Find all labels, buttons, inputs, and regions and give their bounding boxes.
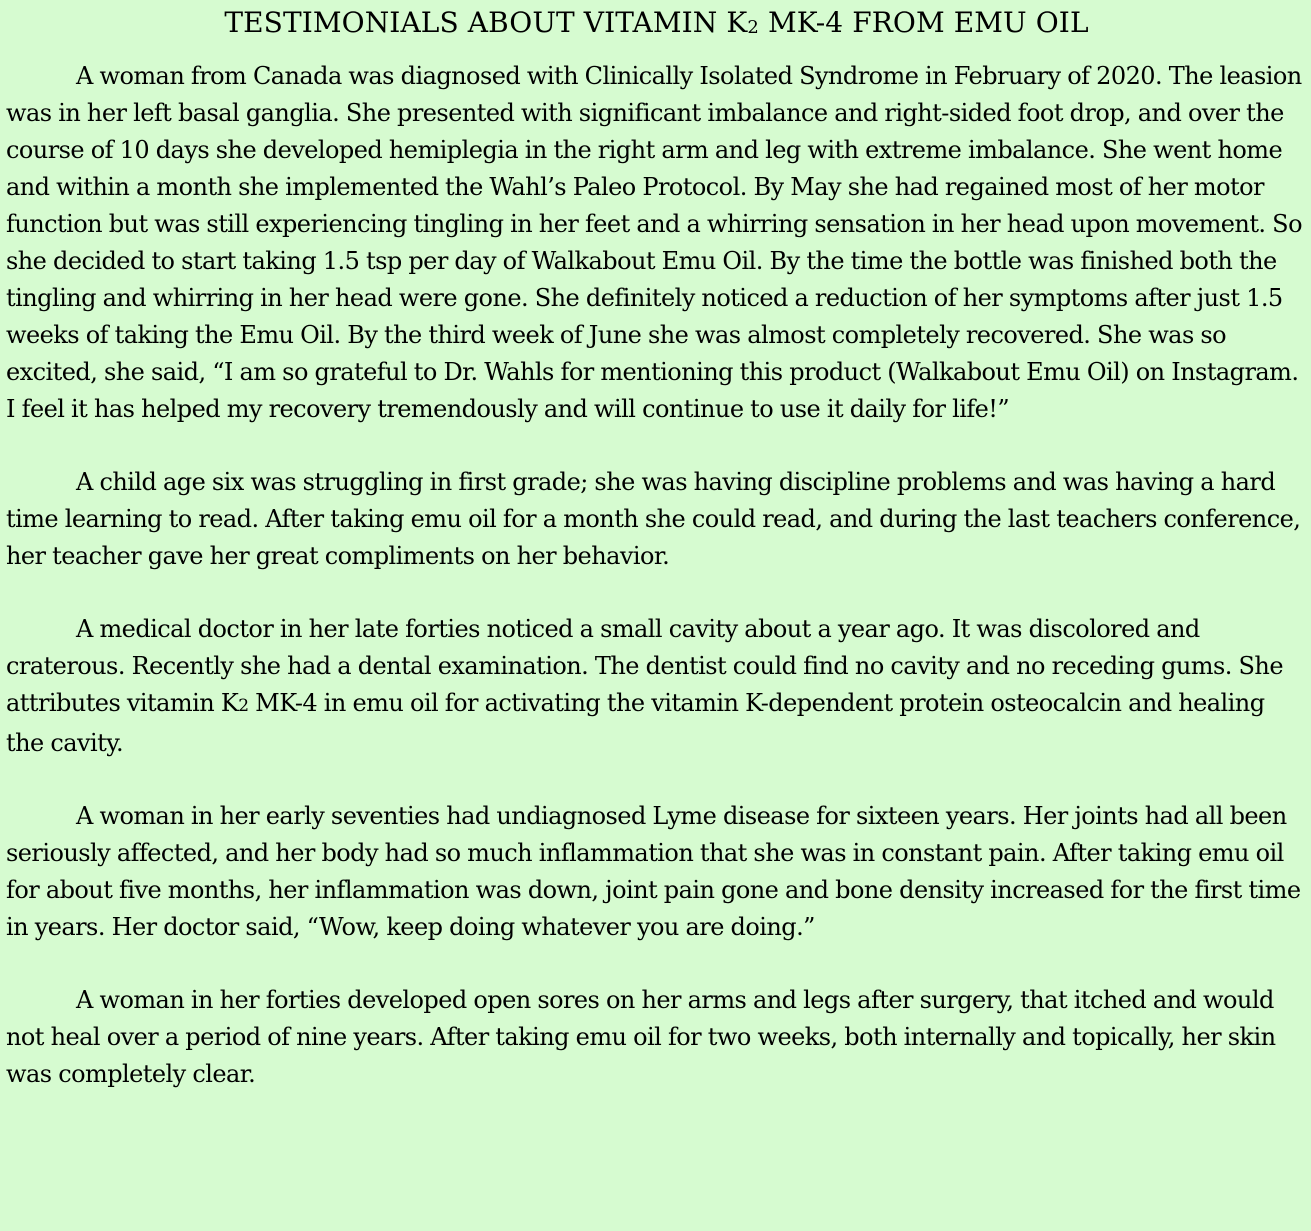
title-rest: MK-4 FROM EMU OIL	[758, 6, 1089, 39]
testimonial-paragraph-lyme: A woman in her early seventies had undiagnosed Lyme disease for sixteen years. Her joints had all been seriously affected, and her body had so much inflammation that she was in constant pain. After taking emu oil for about five months, her inflammation was down, joint pain gone and bone density increased for the first time in years. Her doctor said, “Wow, keep doing whatever you are doing.”	[6, 802, 1301, 941]
testimonial-paragraph-sores: A woman in her forties developed open sores on her arms and legs after surgery, that itched and would not heal over a period of nine years. After taking emu oil for two weeks, both internally and topically, her skin was completely clear.	[6, 986, 1276, 1088]
testimonial-paragraph-doctor	[6, 611, 1307, 762]
title-main: TESTIMONIALS ABOUT VITAMIN K	[224, 6, 748, 39]
doctor-text-after: MK-4 in emu oil for activating the vitamin K-dependent protein osteocalcin and healing the cavity.	[6, 689, 1265, 757]
title-subscript: 2	[747, 17, 759, 38]
testimonial-paragraph-canada: A woman from Canada was diagnosed with Clinically Isolated Syndrome in February of 2020. The leasion was in her left basal ganglia. She presented with significant imbalance and right-sided foot drop, and over the course of 10 days she developed hemiplegia in the right arm and leg with extreme imbalance. She went home and within a month she implemented the Wahl’s Paleo Protocol. By May she had regained most of her motor function but was still experiencing tingling in her feet and a whirring sensation in her head upon movement. So she decided to start taking 1.5 tsp per day of Walkabout Emu Oil. By the time the bottle was finished both the tingling and whirring in her head were gone. She definitely noticed a reduction of her symptoms after just 1.5 weeks of taking the Emu Oil. By the third week of June she was almost completely recovered. She was so excited, she said, “I am so grateful to Dr. Wahls for mentioning this product (Walkabout Emu Oil) on Instagram. I feel it has helped my recovery tremendously and will continue to use it daily for life!”	[6, 62, 1302, 423]
doctor-text-before: A medical doctor in her late forties noticed a small cavity about a year ago. It was discolored and craterous. Recently she had a dental examination. The dentist could find no cavity and no receding gums. She attributes vitamin K	[6, 615, 1283, 717]
doctor-text-subscript: 2	[238, 696, 249, 716]
page-title	[6, 6, 1307, 40]
testimonial-paragraph-child: A child age six was struggling in first grade; she was having discipline problems and was having a hard time learning to read. After taking emu oil for a month she could read, and during the last teachers conference, her teacher gave her great compliments on her behavior.	[6, 468, 1301, 570]
